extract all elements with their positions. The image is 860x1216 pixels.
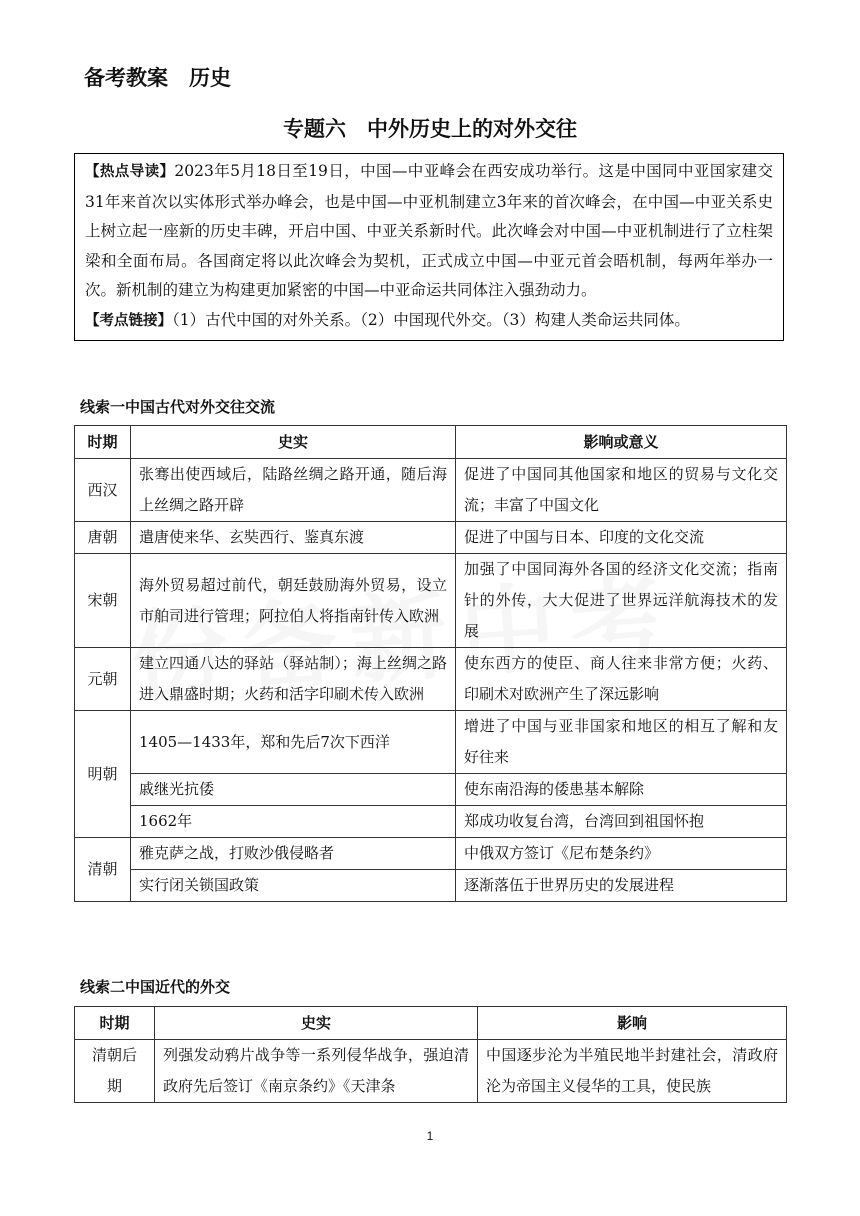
table-row [75,838,787,870]
table-row [75,522,787,554]
fact-cell: 雅克萨之战，打败沙俄侵略者 [131,838,456,870]
hot-topic-text: 2023年5月18日至19日，中国—中亚峰会在西安成功举行。这是中国同中亚国家建交31年来首次以实体形式举办峰会，也是中国—中亚机制建立3年来的首次峰会，在中国—中亚关系史上树立起一座新的历史丰碑，开启中国、中亚关系新时代。此次峰会对中国—中亚机制进行了立柱架梁和全面布局。各国商定将以此次峰会为契机，正式成立中国—中亚元首会晤机制，每两年举办一次。新机制的建立为构建更加紧密的中国—中亚命运共同体注入强劲动力。 [85,162,774,299]
exam-link-paragraph [85,306,773,337]
page-title: 专题六 中外历史上的对外交往 [283,117,577,141]
table-header-row [75,426,787,459]
table-row [75,459,787,522]
fact-cell: 实行闭关锁国政策 [131,870,456,902]
fact-cell: 戚继光抗倭 [131,774,456,806]
header-period: 时期 [75,1007,155,1040]
table-row [75,1040,787,1103]
modern-diplomacy-table [74,1006,787,1103]
table-header-row [75,1007,787,1040]
intro-box [74,153,784,341]
clue1-title: 线索一中国古代对外交往交流 [80,398,276,416]
period-cell: 清朝后期 [75,1040,155,1103]
table-row [75,554,787,648]
period-cell: 元朝 [75,648,131,711]
header-title: 备考教案 历史 [84,66,231,90]
table-row [75,648,787,711]
impact-cell: 加强了中国同海外各国的经济文化交流；指南针的外传，大大促进了世界远洋航海技术的发展 [456,554,787,648]
exam-link-text: （1）古代中国的对外关系。（2）中国现代外交。（3）构建人类命运共同体。 [172,310,690,329]
header-fact: 史实 [131,426,456,459]
table-row [75,711,787,774]
header-fact: 史实 [155,1007,478,1040]
header-period: 时期 [75,426,131,459]
ancient-relations-table [74,425,787,902]
period-cell: 宋朝 [75,554,131,648]
impact-cell: 逐渐落伍于世界历史的发展进程 [456,870,787,902]
impact-cell: 促进了中国与日本、印度的文化交流 [456,522,787,554]
hot-topic-tag: 【热点导读】 [85,164,175,180]
fact-cell: 建立四通八达的驿站（驿站制）；海上丝绸之路进入鼎盛时期；火药和活字印刷术传入欧洲 [131,648,456,711]
impact-cell: 促进了中国同其他国家和地区的贸易与文化交流；丰富了中国文化 [456,459,787,522]
clue2-title: 线索二中国近代的外交 [80,978,231,996]
period-cell: 清朝 [75,838,131,902]
table-row [75,774,787,806]
fact-cell: 海外贸易超过前代，朝廷鼓励海外贸易，设立市舶司进行管理；阿拉伯人将指南针传入欧洲 [131,554,456,648]
table-row [75,870,787,902]
exam-link-tag: 【考点链接】 [85,312,172,329]
page-number: 1 [426,1129,434,1143]
impact-cell: 中国逐步沦为半殖民地半封建社会，清政府沦为帝国主义侵华的工具，使民族 [478,1040,787,1103]
period-cell: 西汉 [75,459,131,522]
impact-cell: 使东南沿海的倭患基本解除 [456,774,787,806]
impact-cell: 中俄双方签订《尼布楚条约》 [456,838,787,870]
fact-cell: 遣唐使来华、玄奘西行、鉴真东渡 [131,522,456,554]
header-impact: 影响 [478,1007,787,1040]
table-row [75,806,787,838]
period-cell: 明朝 [75,711,131,838]
hot-topic-paragraph [85,157,773,306]
fact-cell: 张骞出使西域后，陆路丝绸之路开通，随后海上丝绸之路开辟 [131,459,456,522]
header-impact: 影响或意义 [456,426,787,459]
impact-cell: 增进了中国与亚非国家和地区的相互了解和友好往来 [456,711,787,774]
fact-cell: 列强发动鸦片战争等一系列侵华战争，强迫清政府先后签订《南京条约》《天津条 [155,1040,478,1103]
impact-cell: 使东西方的使臣、商人往来非常方便；火药、印刷术对欧洲产生了深远影响 [456,648,787,711]
impact-cell: 郑成功收复台湾，台湾回到祖国怀抱 [456,806,787,838]
fact-cell: 1405—1433年，郑和先后7次下西洋 [131,711,456,774]
fact-cell: 1662年 [131,806,456,838]
period-cell: 唐朝 [75,522,131,554]
